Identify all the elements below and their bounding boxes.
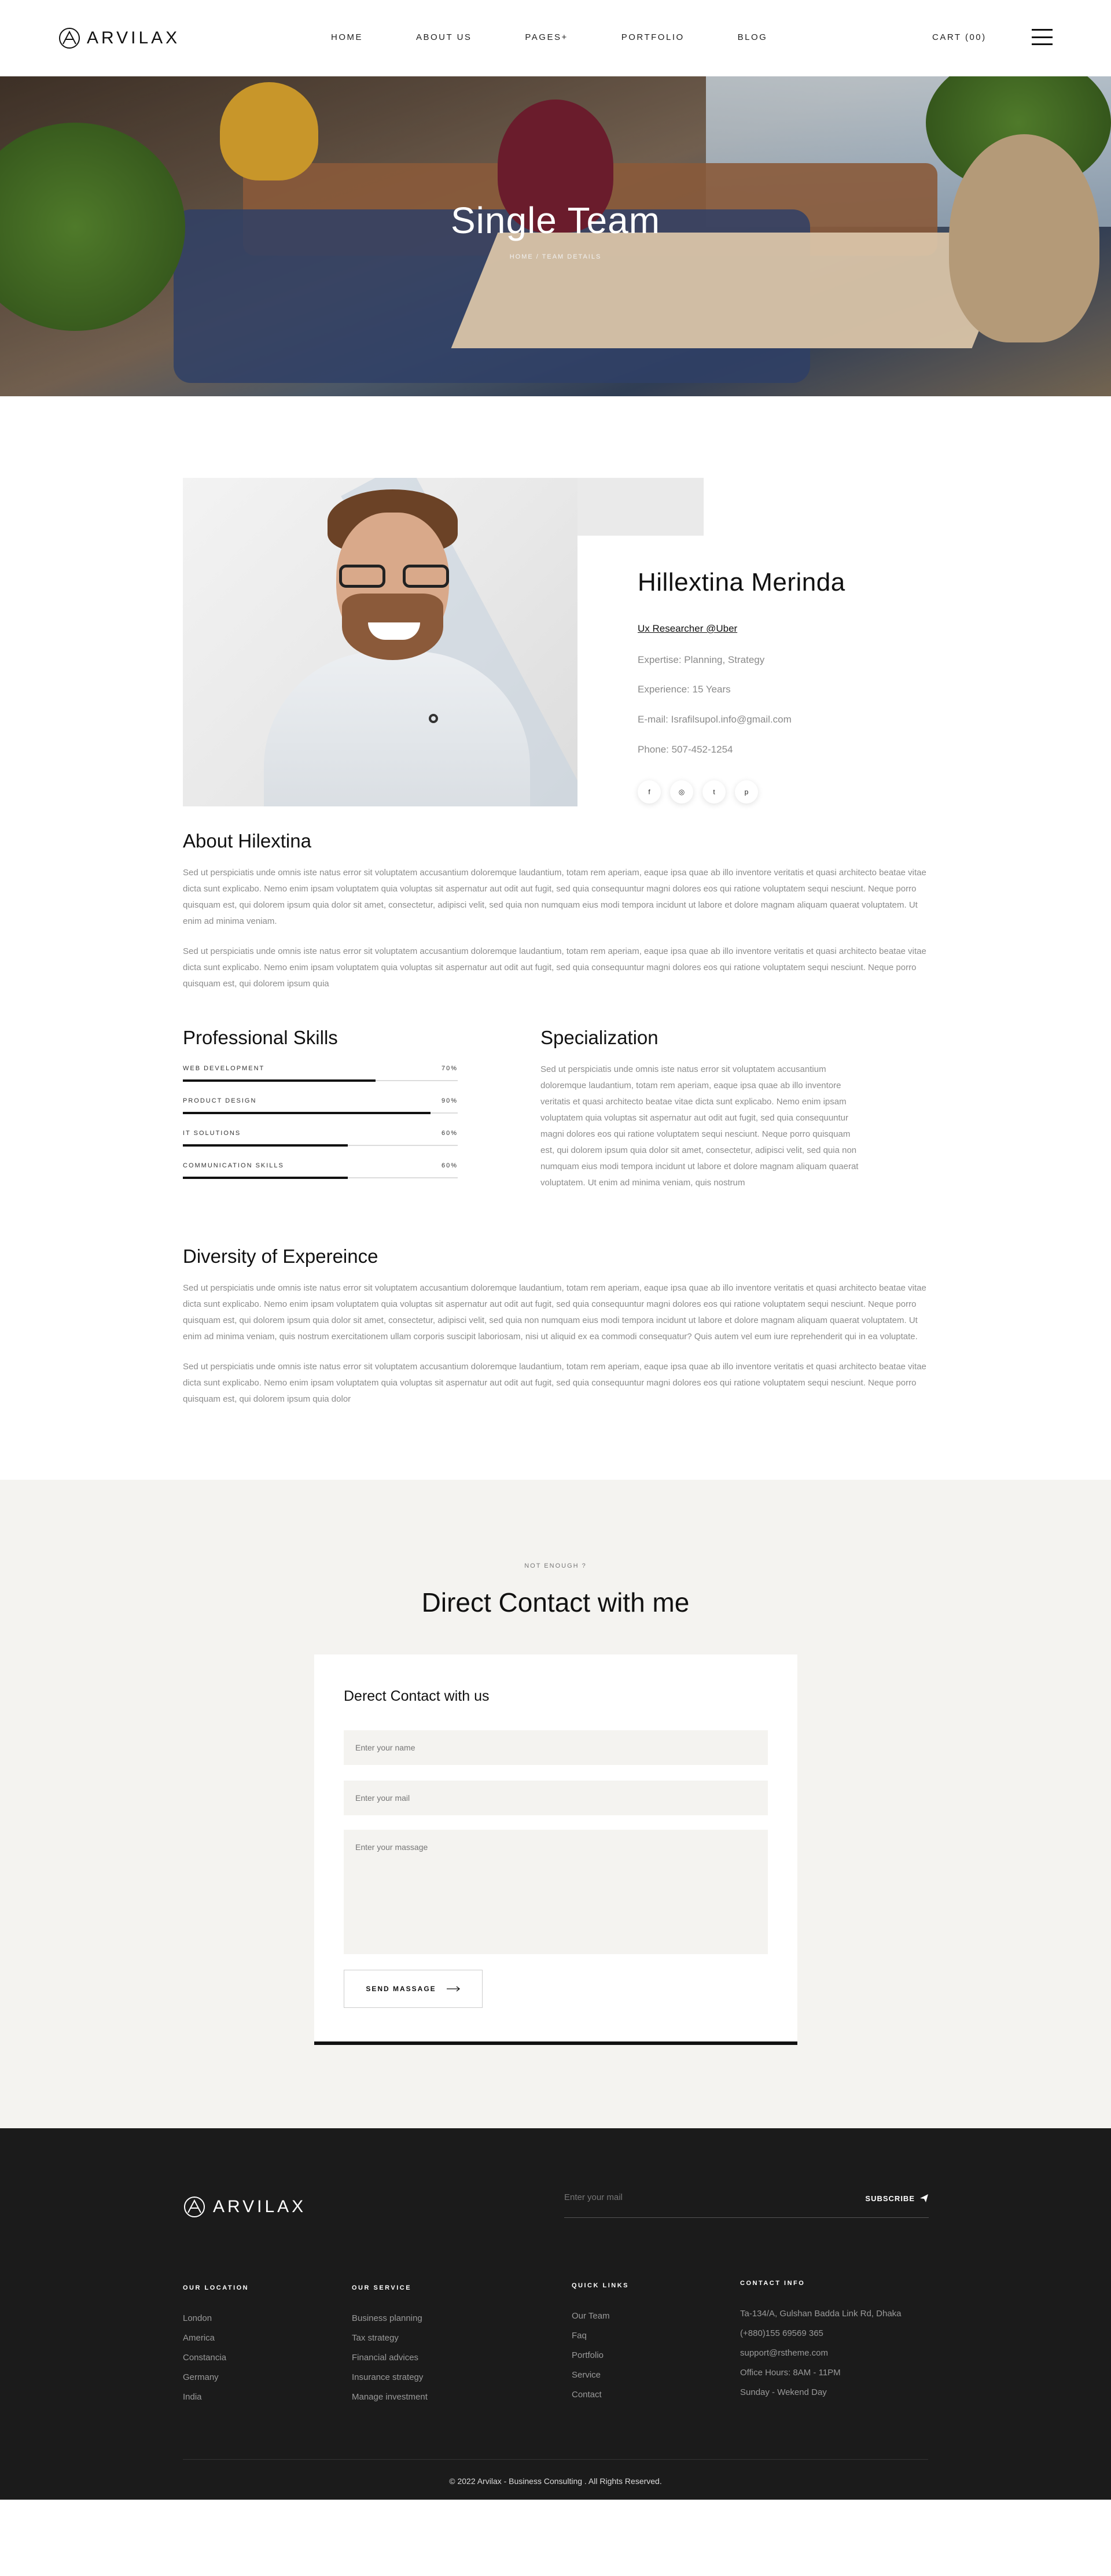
hero-table-shape [451,233,1019,348]
contact-eyebrow: NOT ENOUGH ? [524,1562,587,1569]
copyright: © 2022 Arvilax - Business Consulting . All Rights Reserved. [449,2477,662,2486]
contact-title: Direct Contact with me [421,1587,690,1617]
footer-link[interactable]: Manage investment [352,2392,428,2402]
nav-item-home[interactable]: HOME [331,32,363,42]
skill-value: 70% [441,1065,458,1072]
footer-link[interactable]: Tax strategy [352,2333,399,2343]
footer-link[interactable]: Insurance strategy [352,2372,424,2382]
logo-mark-icon [183,2195,206,2218]
footer-col-title: CONTACT INFO [740,2280,805,2287]
diversity-paragraph-1: Sed ut perspiciatis unde omnis iste natus error sit voluptatem accusantium doloremque laudantium, totam rem aperiam, eaque ipsa quae ab illo inventore veritatis et quasi architecto beatae vitae dicta sunt explicabo. Nemo enim ipsam voluptatem quia voluptas sit aspernatur aut odit aut fugit, sed quia consequuntur magni dolores eos qui ratione voluptatem sequi nesciunt. Neque porro quisquam est, qui dolorem ipsum quia dolor sit amet, consectetur, adipisci velit, sed quia non numquam eius modi tempora incidunt ut labore et dolore magnam aliquam quaerat voluptatem. Ut enim ad minima veniam, quis nostrum exercitationem ullam corporis suscipit laboriosam, nisi ut aliquid ex ea commodi consequatur? Quis autem vel eum iure reprehenderit qui in ea voluptate. [183,1283,926,1342]
footer-col-title: OUR LOCATION [183,2284,249,2291]
footer-col-title: OUR SERVICE [352,2284,412,2291]
brand-logo[interactable] [58,27,180,50]
team-member-photo [183,478,578,806]
contact-section [0,1480,1111,2128]
about-title: About Hilextina [183,830,311,852]
breadcrumb: HOME / TEAM DETAILS [509,253,602,260]
footer-brand-name: ARVILAX [213,2197,307,2216]
skill-label: IT SOLUTIONS [183,1130,241,1137]
newsletter-email-input[interactable] [564,2189,825,2202]
email-field[interactable] [344,1781,768,1815]
footer-link[interactable]: Our Team [572,2311,610,2321]
footer-contact-address: Ta-134/A, Gulshan Badda Link Rd, Dhaka [740,2309,902,2319]
skill-bar-fill [183,1079,376,1082]
page-title: Single Team [450,200,661,241]
skill-label: PRODUCT DESIGN [183,1097,257,1104]
logo-mark-icon [58,27,81,50]
footer-link[interactable]: India [183,2392,202,2402]
arrow-right-icon [447,1986,461,1992]
skill-item [183,1065,458,1081]
instagram-icon[interactable]: ◎ [670,780,693,804]
newsletter-form [564,2189,929,2218]
profile-section [0,396,1111,827]
nav-item-pages[interactable]: PAGES+ [525,32,568,42]
member-email: E-mail: Israfilsupol.info@gmail.com [638,714,792,725]
footer-link[interactable]: London [183,2313,212,2323]
site-footer [0,2128,1111,2500]
send-message-button[interactable] [344,1970,483,2008]
hero-person-yellow [220,82,318,180]
about-paragraph-2: Sed ut perspiciatis unde omnis iste natus error sit voluptatem accusantium doloremque laudantium, totam rem aperiam, eaque ipsa quae ab illo inventore veritatis et quasi architecto beatae vitae dicta sunt explicabo. Nemo enim ipsam voluptatem quia voluptas sit aspernatur aut odit aut fugit, sed quia consequuntur magni dolores eos qui ratione voluptatem sequi nesciunt. Neque porro quisquam est, qui dolorem ipsum quia [183,946,926,989]
nav-item-portfolio[interactable]: PORTFOLIO [621,32,685,42]
name-field[interactable] [344,1730,768,1765]
skill-bar [183,1080,458,1081]
footer-link[interactable]: Contact [572,2390,602,2400]
skill-bar [183,1145,458,1146]
site-header [0,0,1111,76]
skills-specialization-row [183,1027,927,1205]
skill-bar [183,1177,458,1178]
specialization-block [540,1027,864,1205]
footer-link[interactable]: Business planning [352,2313,422,2323]
about-paragraph-1: Sed ut perspiciatis unde omnis iste natus error sit voluptatem accusantium doloremque laudantium, totam rem aperiam, eaque ipsa quae ab illo inventore veritatis et quasi architecto beatae vitae dicta sunt explicabo. Nemo enim ipsam voluptatem quia voluptas sit aspernatur aut odit aut fugit, sed quia consequuntur magni dolores eos qui ratione voluptatem sequi nesciunt. Neque porro quisquam est, qui dolorem ipsum quia dolor sit amet, consectetur, adipisci velit, sed quia non numquam eius modi tempora incidunt ut labore et dolore magnam aliquam quaerat voluptatem. Ut enim ad minima veniam. [183,868,926,926]
footer-contact-weekend: Sunday - Wekend Day [740,2387,827,2397]
skill-item [183,1097,458,1114]
subscribe-button[interactable] [865,2194,929,2203]
send-icon [919,2194,929,2203]
skill-item [183,1162,458,1178]
cart-link[interactable]: CART (00) [932,32,987,42]
skill-value: 60% [441,1162,458,1169]
skill-value: 60% [441,1130,458,1137]
specialization-text: Sed ut perspiciatis unde omnis iste natus error sit voluptatem accusantium doloremque laudantium, totam rem aperiam, eaque ipsa quae ab illo inventore veritatis et quasi architecto beatae vitae dicta sunt explicabo. Nemo enim ipsam voluptatem quia voluptas sit aspernatur aut odit aut fugit, sed quia consequuntur magni dolores eos qui ratione voluptatem sequi nesciunt. Neque porro quisquam est, qui dolorem ipsum quia dolor sit amet, consectetur, adipisci velit, sed quia non numquam eius modi tempora incidunt ut labore et dolore magnam aliquam quaerat voluptatem. Ut enim ad minima veniam, quis nostrum [540,1064,859,1188]
main-nav [331,32,767,42]
nav-item-blog[interactable]: BLOG [737,32,768,42]
diversity-section [183,1245,927,1407]
subscribe-label: SUBSCRIBE [865,2194,915,2203]
skill-bar [183,1112,458,1114]
footer-link[interactable]: Financial advices [352,2353,419,2363]
footer-link[interactable]: Portfolio [572,2350,604,2360]
member-expertise: Expertise: Planning, Strategy [638,654,765,665]
facebook-icon[interactable]: f [638,780,661,804]
footer-link[interactable]: Constancia [183,2353,227,2363]
member-role-link[interactable]: Ux Researcher @Uber [638,623,738,634]
footer-col-contact [740,2280,902,2402]
member-phone: Phone: 507-452-1254 [638,744,733,755]
footer-divider [183,2459,928,2460]
social-links [638,780,758,804]
nav-item-about-us[interactable]: ABOUT US [416,32,472,42]
skills-block [183,1027,458,1205]
footer-col-quick-links [572,2282,629,2405]
footer-col-service [352,2284,428,2407]
about-section [0,827,1111,1407]
skill-label: COMMUNICATION SKILLS [183,1162,284,1169]
skill-bar-fill [183,1177,348,1179]
brand-name: ARVILAX [87,28,181,47]
contact-form-box [314,1654,797,2045]
contact-form-title: Derect Contact with us [344,1688,490,1704]
footer-contact-hours: Office Hours: 8AM - 11PM [740,2368,841,2378]
profile-card [577,536,925,808]
member-experience: Experience: 15 Years [638,684,731,695]
footer-link[interactable]: America [183,2333,215,2343]
pinterest-icon[interactable]: p [735,780,758,804]
footer-col-title: QUICK LINKS [572,2282,629,2289]
footer-link[interactable]: Germany [183,2372,219,2382]
skill-item [183,1130,458,1146]
hero-banner [0,76,1111,396]
diversity-paragraph-2: Sed ut perspiciatis unde omnis iste natus error sit voluptatem accusantium doloremque laudantium, totam rem aperiam, eaque ipsa quae ab illo inventore veritatis et quasi architecto beatae vitae dicta sunt explicabo. Nemo enim ipsam voluptatem quia voluptas sit aspernatur aut odit aut fugit, sed quia consequuntur magni dolores eos qui ratione voluptatem sequi nesciunt. Neque porro quisquam est, qui dolorem ipsum quia dolor [183,1362,926,1404]
skill-value: 90% [441,1097,458,1104]
send-button-label: SEND MASSAGE [366,1985,436,1993]
skill-bar-fill [183,1144,348,1147]
member-name: Hillextina Merinda [638,568,845,596]
message-field[interactable] [344,1830,768,1954]
footer-link[interactable]: Service [572,2370,601,2380]
footer-col-location [183,2284,249,2407]
skill-label: WEB DEVELOPMENT [183,1065,265,1072]
twitter-icon[interactable]: t [702,780,726,804]
footer-logo[interactable] [183,2195,306,2218]
photo-accent-box [577,478,704,536]
footer-contact-phone[interactable]: (+880)155 69569 365 [740,2328,823,2338]
specialization-title: Specialization [540,1027,658,1048]
skill-bar-fill [183,1112,431,1114]
footer-link[interactable]: Faq [572,2331,587,2341]
menu-icon[interactable] [1032,28,1053,46]
skills-title: Professional Skills [183,1027,338,1048]
footer-contact-email[interactable]: support@rstheme.com [740,2348,828,2358]
diversity-title: Diversity of Expereince [183,1245,378,1267]
